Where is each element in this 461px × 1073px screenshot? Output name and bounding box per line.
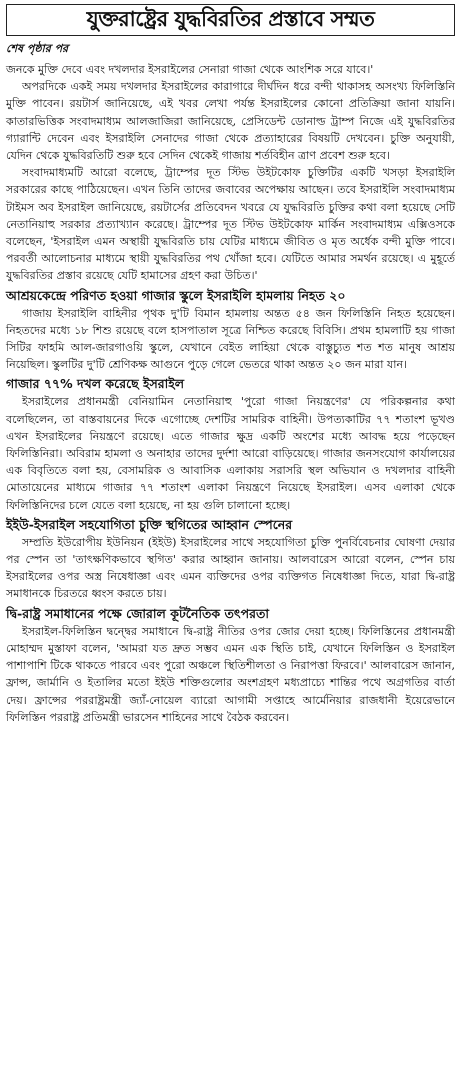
- intro-paragraph: জনকে মুক্তি দেবে এবং দখলদার ইসরাইলের সেনারা গাজা থেকে আংশিক সরে যাবে।': [6, 63, 374, 76]
- section-paragraph: ইসরাইলের প্রধানমন্ত্রী বেনিয়ামিন নেতানিয়াহু 'পুরো গাজা নিয়ন্ত্রণের' যে পরিকল্পনার কথা বলেছিলেন, তা বাস্তবায়নের দিকে এগোচ্ছে দেশটির সামরিক বাহিনী। উপত্যকাটির ৭৭ শতাংশ ভূখণ্ড এখন ইসরাইলের নিয়ন্ত্রণে রয়েছে। এতে গাজার ক্ষুদ্র একটি অংশের মধ্যে আবদ্ধ হয়ে পড়েছেন ফিলিস্তিনিরা। অবিরাম হামলা ও অনাহার তাদের দুর্দশা আরো বাড়িয়েছে। গাজার জনসংযোগ কার্যালয়ের এক বিবৃতিতে বলা হয়, বেসামরিক ও আবাসিক এলাকায় সরাসরি স্থল অভিযান ও দখলদার বাহিনী মোতায়েনের মাধ্যমে গাজার ৭৭ শতাংশ এলাকা নিয়ন্ত্রণে নিয়েছে ইসরাইল। এসব এলাকা থেকে ফিলিস্তিনিদের চলে যেতে বলা হয়েছে, না হয় গুলি চালানো হচ্ছে।: [6, 395, 455, 512]
- section-heading: গাজার ৭৭% দখল করেছে ইসরাইল: [6, 376, 185, 392]
- intro-paragraph: সংবাদমাধ্যমটি আরো বলেছে, ট্রাম্পের দূত স্টিভ উইটকোফ চুক্তিটির একটি খসড়া ইসরাইলি সরকারের কাছে পাঠিয়েছেন। এখন তিনি তাদের জবাবের অপেক্ষায় আছেন। তবে ইসরাইলি সংবাদমাধ্যম টাইমস অব ইসরাইল জানিয়েছে, রয়টার্সের প্রতিবেদন খবরে যে যুদ্ধবিরতি চুক্তির কথা বলা হয়েছে সেটি নেতানিয়াহু সরকার প্রত্যাখ্যান করেছে। ট্রাম্পের দূত স্টিভ উইটকোফ মার্কিন সংবাদমাধ্যম এক্সিওসকে বলেছেন, 'ইসরাইল এমন অস্থায়ী যুদ্ধবিরতি চায় যেটির মাধ্যমে জীবিত ও মৃত অর্ধেক বন্দী মুক্তি পাবে। পরবর্তী আলোচনার মাধ্যমে স্থায়ী যুদ্ধবিরতির পথ খোঁজা হবে। যেটিতে আমার সমর্থন রয়েছে। এ মুহূর্তে যুদ্ধবিরতির প্রস্তাব রয়েছে যেটি হামাসের গ্রহণ করা উচিত।': [6, 166, 455, 283]
- section-paragraph: গাজায় ইসরাইলি বাহিনীর পৃথক দু'টি বিমান হামলায় অন্তত ৫৪ জন ফিলিস্তিনি নিহত হয়েছেন। নিহতদের মধ্যে ১৮ শিশু রয়েছে বলে হাসপাতাল সূত্রে নিশ্চিত করেছে বিবিসি। প্রথম হামলাটি হয় গাজা সিটির ফাহমি আল-জারগাওয়ি স্কুলে, যেখানে বেইত লাহিয়া থেকে বাস্তুচ্যুত শত শত মানুষ আশ্রয় নিয়েছিল। স্কুলটির দু'টি শ্রেণিকক্ষ আগুনে পুড়ে গেলে ভেতরে থাকা অন্তত ২০ জন মারা যান।: [6, 306, 455, 372]
- jump-label: শেষ পৃষ্ঠার পর: [6, 42, 69, 55]
- section-paragraph: ইসরাইল-ফিলিস্তিন দ্বন্দ্বের সমাধানে দ্বি-রাষ্ট্র নীতির ওপর জোর দেয়া হচ্ছে। ফিলিস্তিনের প্রধানমন্ত্রী মোহাম্মদ মুস্তাফা বলেন, 'আমরা যত দ্রুত সম্ভব এমন এক স্থিতি চাই, যেখানে ফিলিস্তিন ও ইসরাইল পাশাপাশি টিকে থাকতে পারবে এবং পুরো অঞ্চলে স্থিতিশীলতা ও নিরাপত্তা ফিরবে।' আলবারেস জানান, ফ্রান্স, জার্মানি ও ইতালির মতো ইইউ শক্তিগুলোর অংশগ্রহণ মধ্যপ্রাচ্যে শান্তির পথে অগ্রগতির বার্তা দেয়। ফ্রান্সের পররাষ্ট্রমন্ত্রী জ্যাঁ-নোয়েল ব্যারো আগামী সপ্তাহে আর্মেনিয়ার রাজধানী ইয়েরেভানে ফিলিস্তিন পররাষ্ট্র প্রতিমন্ত্রী ভারসেন শাহিনের সাথে বৈঠক করবেন।: [6, 624, 455, 724]
- intro-paragraph: অপরদিকে একই সময় দখলদার ইসরাইলের কারাগারে দীর্ঘদিন ধরে বন্দী থাকাসহ অসংখ্য ফিলিস্তিনি মুক্তি পাবেন। রয়টার্স জানিয়েছে, এই খবর লেখা পর্যন্ত ইসরাইলের কোনো প্রতিক্রিয়া জানা যায়নি। কাতারভিত্তিক সংবাদমাধ্যম আলজাজিরা জানিয়েছে, প্রেসিডেন্ট ডোনাল্ড ট্রাম্প নিজে এই যুদ্ধবিরতির গ্যারান্টি দেবেন এবং ইসরাইলি সেনাদের গাজা থেকে প্রত্যাহারের বিষয়টি দেখবেন। চুক্তি অনুযায়ী, যেদিন থেকে যুদ্ধবিরতিটি শুরু হবে সেদিন থেকেই গাজায় শর্তবিহীন ত্রাণ প্রবেশ শুরু হবে।: [6, 80, 455, 163]
- headline-box: [6, 4, 455, 36]
- section-heading: দ্বি-রাষ্ট্র সমাধানের পক্ষে জোরাল কূটনৈতিক তৎপরতা: [6, 605, 269, 621]
- headline: যুক্তরাষ্ট্রের যুদ্ধবিরতির প্রস্তাবে সম্মত: [86, 6, 375, 31]
- section-paragraph: সম্প্রতি ইউরোপীয় ইউনিয়ন (ইইউ) ইসরাইলের সাথে সহযোগিতা চুক্তি পুনর্বিবেচনার ঘোষণা দেয়ার পর স্পেন তা 'তাৎক্ষণিকভাবে স্থগিত' করার আহ্বান জানায়। আলবারেস আরো বলেন, স্পেন চায় ইসরাইলের ওপর অস্ত্র নিষেধাজ্ঞা এবং এমন ব্যক্তিদের ওপর ব্যক্তিগত নিষেধাজ্ঞা দিতে, যারা দ্বি-রাষ্ট্র সমাধানকে চিরতরে ধ্বংস করতে চায়।: [6, 535, 455, 601]
- section-heading: আশ্রয়কেন্দ্রে পরিণত হওয়া গাজার স্কুলে ইসরাইলি হামলায় নিহত ২০: [6, 287, 346, 303]
- section-heading: ইইউ-ইসরাইল সহযোগিতা চুক্তি স্থগিতের আহ্বান স্পেনের: [6, 516, 293, 532]
